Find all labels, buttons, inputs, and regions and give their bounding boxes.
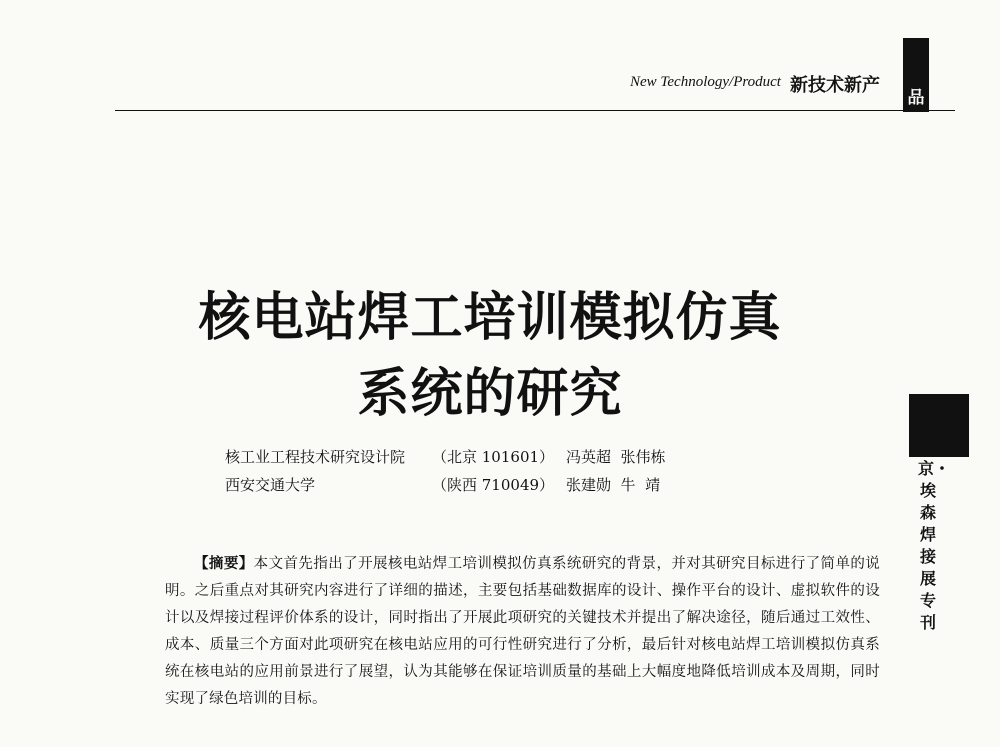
author-names: 冯英超 张伟栋 [566,448,666,466]
author-location: （北京 101601） [432,448,555,466]
section-tab-char: 品 [907,88,925,108]
section-tab [903,38,929,112]
side-issue-label: 京・埃森焊接展专刊 [918,459,951,632]
author-location: （陕西 710049） [432,476,555,494]
author-institution: 西安交通大学 [225,476,316,494]
author-names: 张建勋 牛 靖 [566,476,661,494]
paper-title-line-1: 核电站焊工培训模拟仿真 [198,288,782,348]
paper-title-line-2: 系统的研究 [357,364,623,424]
header-rule [115,110,955,111]
side-tab-block [909,394,969,457]
author-institution: 核工业工程技术研究设计院 [225,448,406,466]
abstract-label: 【摘要】 [194,555,254,572]
running-header-chinese: 新技术新产 [790,75,880,96]
abstract-text: 本文首先指出了开展核电站焊工培训模拟仿真系统研究的背景，并对其研究目标进行了简单的说明。之后重点对其研究内容进行了详细的描述，主要包括基础数据库的设计、操作平台的设计、虚拟软件的设计以及焊接过程评价体系的设计，同时指出了开展此项研究的关键技术并提出了解决途径，随后通过工效性、成本、质量三个方面对此项研究在核电站应用的可行性研究进行了分析，最后针对核电站焊工培训模拟仿真系统在核电站的应用前景进行了展望，认为其能够在保证培训质量的基础上大幅度地降低培训成本及周期，同时实现了绿色培训的目标。 [165,556,880,707]
running-header-english: New Technology/Product [630,74,781,90]
abstract [165,550,880,713]
